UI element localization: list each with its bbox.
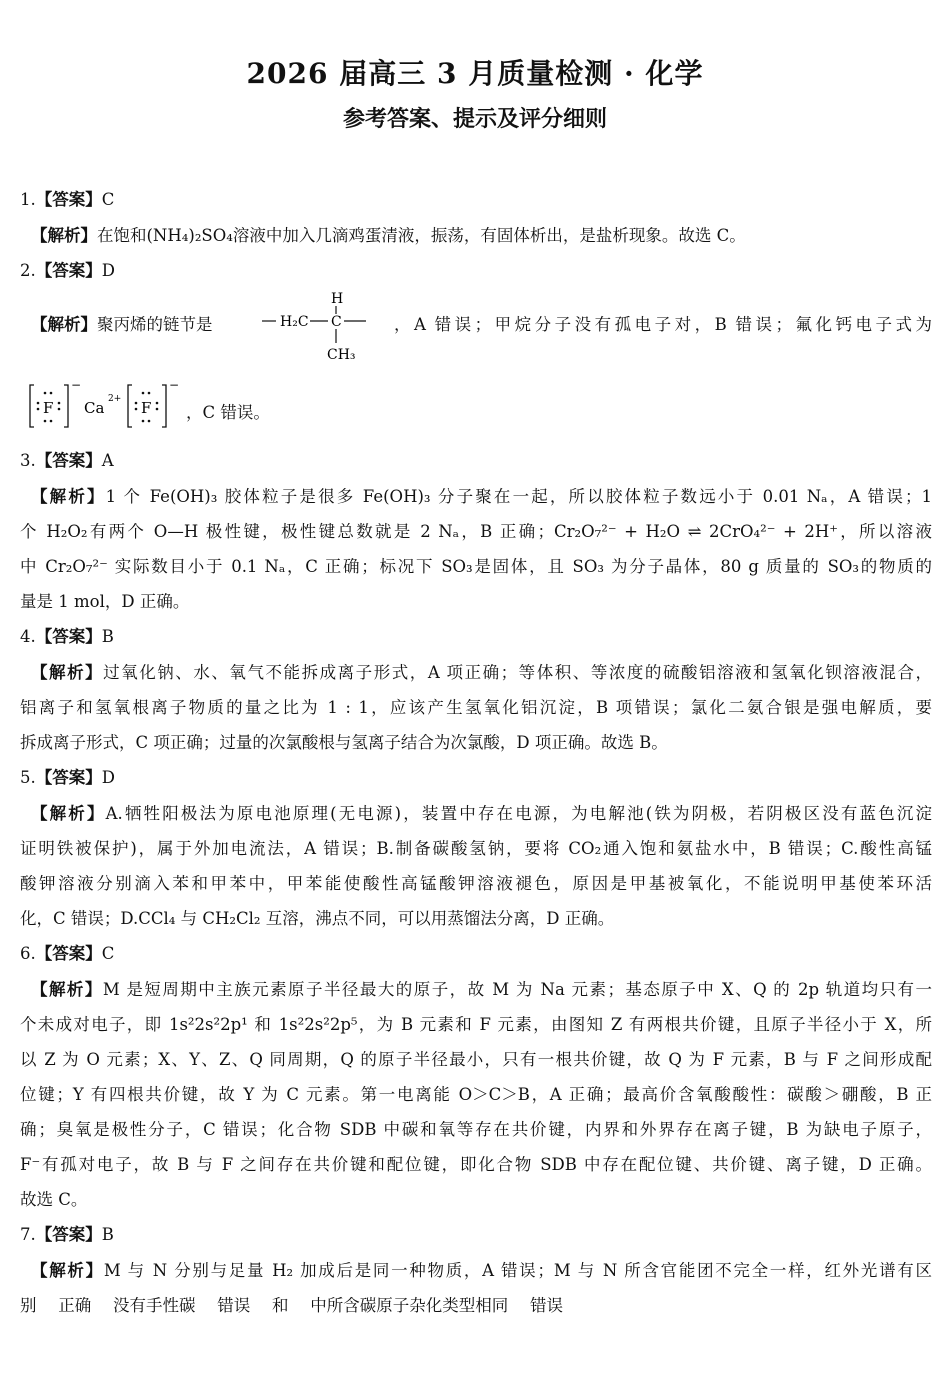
q6-analysis-line: 【解析】M 是短周期中主族元素原子半径最大的原子，故 M 为 Na 元素；基态原子中 X、Q 的 2p 轨道均只有一 bbox=[31, 980, 933, 999]
q5-analysis-line: 证明铁被保护)，属于外加电流法，A 错误；B.制备碳酸氢钠，要将 CO₂通入饱和氨盐水中，B 错误；C.酸性高锰 bbox=[20, 839, 932, 858]
q1-analysis: 【解析】在饱和(NH₄)₂SO₄溶液中加入几滴鸡蛋清液，振荡，有固体析出，是盐析现象。故选 C。 bbox=[31, 226, 746, 245]
q4-analysis-line: 【解析】过氧化钠、水、氧气不能拆成离子形式，A 项正确；等体积、等浓度的硫酸铝溶液和氢氧化钡溶液混合， bbox=[31, 663, 932, 682]
q2-answer: 2.【答案】D bbox=[20, 261, 115, 280]
q6-analysis-line: 确；臭氧是极性分子，C 错误；化合物 SDB 中碳和氧等存在共价键，内界和外界存在离子键，B 为缺电子原子， bbox=[20, 1120, 932, 1139]
lewis-f-left: F bbox=[43, 399, 54, 417]
q4-answer: 4.【答案】B bbox=[20, 627, 114, 646]
polypropylene-unit-structure bbox=[260, 289, 390, 367]
q6-analysis-line: 故选 C。 bbox=[20, 1190, 88, 1209]
answer-content bbox=[20, 182, 932, 1323]
lewis-ca-charge: 2+ bbox=[108, 394, 122, 404]
q3-analysis-line: 【解析】1 个 Fe(OH)₃ 胶体粒子是很多 Fe(OH)₃ 分子聚在一起，所以胶体粒子数远小于 0.01 Nₐ，A 错误；1 bbox=[31, 487, 933, 506]
lewis-ca: Ca bbox=[84, 399, 105, 417]
page-title: 2026 届高三 3 月质量检测 · 化学 bbox=[246, 57, 704, 90]
q1-answer: 1.【答案】C bbox=[20, 190, 115, 209]
q2-analysis-tail: ，C 错误。 bbox=[186, 403, 270, 422]
q7-answer: 7.【答案】B bbox=[20, 1225, 114, 1244]
page-subtitle: 参考答案、提示及评分细则 bbox=[342, 106, 607, 132]
struct-c: C bbox=[331, 314, 342, 330]
q6-analysis-line: 以 Z 为 O 元素；X、Y、Z、Q 同周期，Q 的原子半径最小，只有一根共价键，故 Q 为 F 元素，B 与 F 之间形成配 bbox=[20, 1050, 932, 1069]
q5-answer: 5.【答案】D bbox=[20, 768, 115, 787]
q6-analysis-line: 位键；Y 有四根共价键，故 Y 为 C 元素。第一电离能 O＞C＞B，A 正确；最高价含氧酸酸性：碳酸＞硼酸，B 正 bbox=[20, 1085, 932, 1104]
q5-analysis-line: 酸钾溶液分别滴入苯和甲苯中，甲苯能使酸性高锰酸钾溶液褪色，原因是甲基被氧化，不能说明甲基使苯环活 bbox=[20, 874, 932, 893]
q7-analysis-line: 别 正确 没有手性碳 错误 和 中所含碳原子杂化类型相同 错误 bbox=[20, 1296, 563, 1315]
q4-analysis-line: 拆成离子形式，C 项正确；过量的次氯酸根与氢离子结合为次氯酸，D 项正确。故选 B。 bbox=[20, 733, 668, 752]
q6-analysis-line: F⁻有孤对电子，故 B 与 F 之间存在共价键和配位键，即化合物 SDB 中存在配位键、共价键、离子键，D 正确。 bbox=[20, 1155, 932, 1174]
lewis-minus-left: − bbox=[71, 378, 82, 392]
q5-analysis-line: 【解析】A.牺牲阳极法为原电池原理(无电源)，装置中存在电源，为电解池(铁为阴极，若阴极区没有蓝色沉淀 bbox=[31, 804, 932, 823]
struct-h: H bbox=[331, 291, 344, 307]
q2-analysis-lead: 【解析】聚丙烯的链节是 bbox=[31, 315, 213, 334]
q3-answer: 3.【答案】A bbox=[20, 451, 114, 470]
q4-analysis-line: 铝离子和氢氧根离子物质的量之比为 1 : 1，应该产生氢氧化铝沉淀，B 项错误；氯化二氨合银是强电解质，要 bbox=[20, 698, 932, 717]
q2-analysis-line1 bbox=[20, 289, 932, 367]
struct-ch3: CH₃ bbox=[327, 347, 356, 363]
q5-analysis-line: 化，C 错误；D.CCl₄ 与 CH₂Cl₂ 互溶，沸点不同，可以用蒸馏法分离，D 正确。 bbox=[20, 909, 615, 928]
q7-analysis-line: 【解析】M 与 N 分别与足量 H₂ 加成后是同一种物质，A 错误；M 与 N 所含官能团不完全一样，红外光谱有区 bbox=[31, 1261, 932, 1280]
q3-analysis-line: 个 H₂O₂有两个 O—H 极性键，极性键总数就是 2 Nₐ，B 正确；Cr₂O₇²⁻ + H₂O ⇌ 2CrO₄²⁻ + 2H⁺，所以溶液 bbox=[20, 522, 932, 541]
q3-analysis-line: 量是 1 mol，D 正确。 bbox=[20, 592, 190, 611]
calcium-fluoride-lewis-structure bbox=[28, 371, 188, 435]
q3-analysis-line: 中 Cr₂O₇²⁻ 实际数目小于 0.1 Nₐ，C 正确；标况下 SO₃是固体，且 SO₃ 为分子晶体，80 g 质量的 SO₃的物质的 bbox=[20, 557, 932, 576]
q2-analysis-mid: ，A 错误；甲烷分子没有孤电子对，B 错误；氟化钙电子式为 bbox=[394, 315, 932, 334]
struct-h2c: H₂C bbox=[280, 314, 309, 330]
lewis-f-right: F bbox=[141, 399, 152, 417]
q6-answer: 6.【答案】C bbox=[20, 944, 115, 963]
lewis-minus-right: − bbox=[169, 378, 180, 392]
q6-analysis-line: 个未成对电子，即 1s²2s²2p¹ 和 1s²2s²2p⁵，为 B 元素和 F 元素，由图知 Z 有两根共价键，且原子半径小于 X，所 bbox=[20, 1015, 932, 1034]
q2-analysis-line2 bbox=[20, 367, 932, 443]
